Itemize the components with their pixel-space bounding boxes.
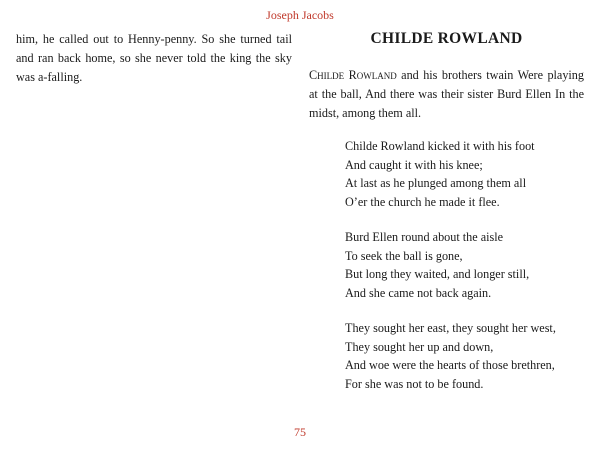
verse-line: For she was not to be found.: [345, 376, 484, 391]
stanza-1: [345, 137, 584, 211]
verse-line: But long they waited, and longer still,: [345, 267, 530, 281]
verse-line: O’er the church he made it flee.: [345, 194, 500, 209]
verse-line: And she came not back again.: [345, 285, 492, 300]
verse-line: At last as he plunged among them all: [345, 176, 527, 190]
verse-line: And caught it with his knee;: [345, 157, 483, 172]
chapter-title: CHILDE ROWLAND: [370, 30, 523, 47]
stanza-3: [345, 319, 584, 393]
left-column: [16, 30, 292, 87]
verse-line: They sought her up and down,: [345, 339, 494, 354]
verse-line: To seek the ball is gone,: [345, 248, 463, 263]
page-number: 75: [294, 425, 306, 439]
verse-line: Childe Rowland kicked it with his foot: [345, 139, 535, 153]
intro-rest: and his brothers twain Were playing at the ball, And there was their sister Burd Ellen In the midst, among them all.: [309, 68, 584, 120]
verse-line: They sought her east, they sought her west,: [345, 321, 556, 335]
stanza-2: [345, 228, 584, 302]
verse-line: And woe were the hearts of those brethren,: [345, 358, 555, 372]
running-header: Joseph Jacobs: [266, 8, 334, 22]
right-column: [309, 28, 584, 410]
verse-line: Burd Ellen round about the aisle: [345, 230, 504, 244]
intro-smallcaps: Childe Rowland: [309, 68, 397, 82]
left-paragraph: him, he called out to Henny-penny. So she turned tail and ran back home, so she never told the king the sky was a-falling.: [16, 32, 292, 84]
intro-paragraph: [309, 66, 584, 123]
